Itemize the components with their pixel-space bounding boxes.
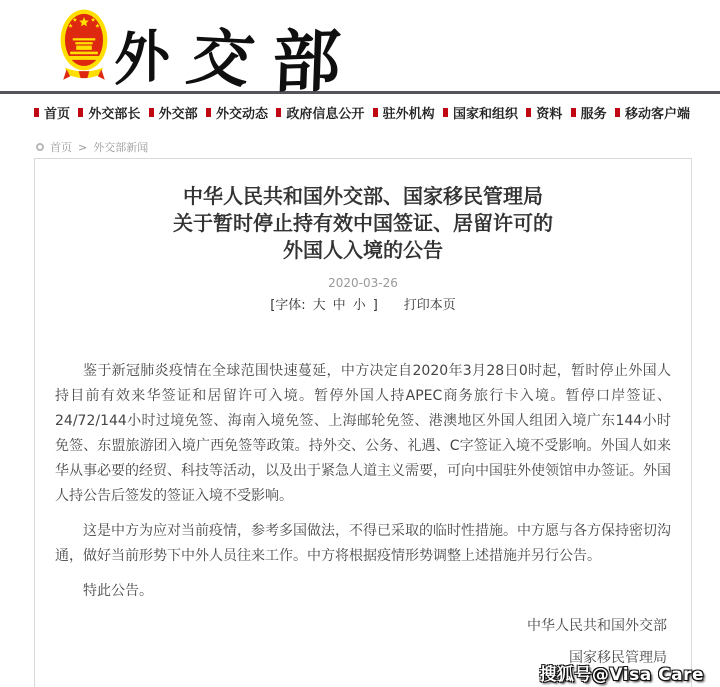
red-square-icon — [615, 108, 620, 117]
font-size-suffix: ] — [372, 298, 378, 313]
article-title-line: 中华人民共和国外交部、国家移民管理局 — [183, 184, 543, 208]
article-paragraph: 鉴于新冠肺炎疫情在全球范围快速蔓延，中方决定自2020年3月28日0时起，暂时停止外国人持目前有效来华签证和居留许可入境。暂停外国人持APEC商务旅行卡入境。暂停口岸签证、24/72/144小时过境免签、海南入境免签、上海邮轮免签、港澳地区外国人组团入境广东144小时免签、东盟旅游团入境广西免签等政策。持外交、公务、礼遇、C字签证入境不受影响。外国人如来华从事必要的经贸、科技等活动，以及出于紧急人道主义需要，可向中国驻外使领馆申办签证。外国人持公告后签发的签证入境不受影响。 — [55, 363, 671, 504]
main-nav — [0, 94, 720, 130]
nav-item-diplomatic-activities[interactable]: 外交动态 — [206, 103, 268, 122]
red-square-icon — [373, 108, 378, 117]
font-size-small-button[interactable]: 小 — [352, 298, 366, 313]
font-size-large-button[interactable]: 大 — [312, 298, 326, 313]
font-size-control — [270, 298, 378, 314]
breadcrumb-circle-icon — [36, 143, 44, 151]
site-title-calligraphy[interactable] — [114, 0, 343, 104]
national-emblem-icon — [58, 6, 110, 86]
signature-mfa: 中华人民共和国外交部 — [527, 618, 667, 634]
breadcrumb-home-link[interactable]: 首页 — [50, 141, 72, 154]
red-square-icon — [34, 108, 39, 117]
red-square-icon — [149, 108, 154, 117]
nav-item-ministry[interactable]: 外交部 — [149, 103, 198, 122]
red-square-icon — [443, 108, 448, 117]
red-square-icon — [78, 108, 83, 117]
red-square-icon — [276, 108, 281, 117]
article-panel — [34, 158, 692, 687]
nav-item-home[interactable]: 首页 — [34, 103, 70, 122]
print-page-button[interactable]: 打印本页 — [403, 298, 456, 313]
nav-item-countries-orgs[interactable]: 国家和组织 — [443, 103, 518, 122]
font-size-prefix: [字体: — [270, 298, 306, 313]
article-date: 2020-03-26 — [328, 276, 398, 290]
red-square-icon — [206, 108, 211, 117]
signature-nia: 国家移民管理局 — [569, 650, 667, 666]
calligraphy-char: 交 — [181, 20, 261, 97]
nav-item-foreign-minister[interactable]: 外交部长 — [78, 103, 140, 122]
nav-item-mobile-client[interactable]: 移动客户端 — [615, 103, 690, 122]
red-square-icon — [526, 108, 531, 117]
calligraphy-char: 部 — [271, 20, 343, 104]
sohu-watermark: 搜狐号@Visa Care — [539, 665, 704, 685]
breadcrumb — [36, 139, 720, 155]
home-logo-link[interactable] — [58, 6, 110, 86]
article-body — [35, 359, 691, 671]
breadcrumb-separator: > — [78, 140, 88, 154]
nav-item-missions-abroad[interactable]: 驻外机构 — [373, 103, 435, 122]
article-title — [35, 183, 691, 264]
nav-item-resources[interactable]: 资料 — [526, 103, 562, 122]
breadcrumb-current: 外交部新闻 — [93, 141, 149, 154]
article-title-line: 外国人入境的公告 — [283, 238, 443, 262]
nav-item-gov-info[interactable]: 政府信息公开 — [276, 103, 364, 122]
article-toolbar — [35, 298, 691, 314]
site-header — [0, 0, 720, 104]
nav-item-services[interactable]: 服务 — [571, 103, 607, 122]
article-title-line: 关于暂时停止持有效中国签证、居留许可的 — [173, 211, 553, 235]
red-square-icon — [571, 108, 576, 117]
article-paragraph: 特此公告。 — [83, 583, 153, 599]
font-size-medium-button[interactable]: 中 — [332, 298, 346, 313]
calligraphy-char: 外 — [114, 21, 170, 95]
article-paragraph: 这是中方为应对当前疫情，参考多国做法，不得已采取的临时性措施。中方愿与各方保持密切沟通，做好当前形势下中外人员往来工作。中方将根据疫情形势调整上述措施并另行公告。 — [55, 523, 671, 564]
